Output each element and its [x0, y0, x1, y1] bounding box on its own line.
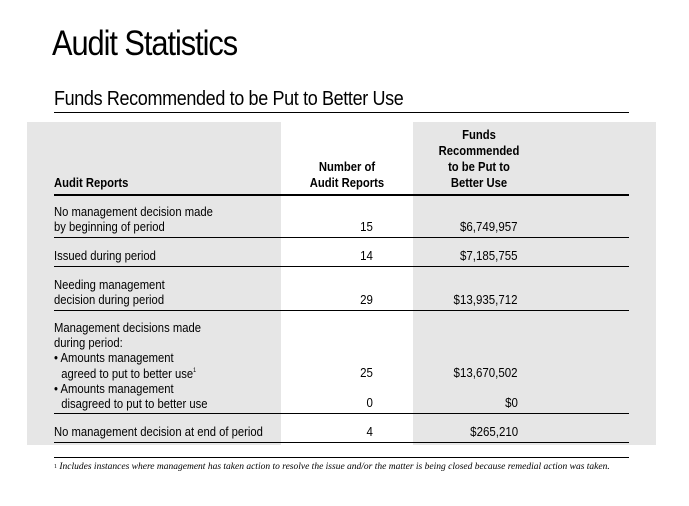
table-row-number: 25 [360, 366, 373, 380]
row-divider [54, 266, 629, 267]
header-number-of-audit-reports: Number of Audit Reports [309, 160, 385, 190]
table-row-amount: $6,749,957 [460, 220, 518, 234]
footnote-rule [54, 457, 629, 458]
header-rule [54, 194, 629, 196]
table-row-number: 14 [360, 249, 373, 263]
row-divider [54, 413, 629, 414]
table-row-label: Management decisions made during period: • Amounts management agreed to put to better use$^1$ • Amounts management disagreed to put to better use [54, 321, 208, 412]
row-divider [54, 442, 629, 443]
table-row-label: Needing management decision during period [54, 278, 165, 308]
footnote: $^1$ Includes instances where management has taken action to resolve the issue and/or the matter is being closed because remedial action was taken. [54, 462, 610, 472]
footnote-marker: 1 [193, 367, 197, 374]
page-title: Audit Statistics [52, 24, 238, 63]
table-row-amount: $0 [505, 396, 518, 410]
table-row-number: 4 [366, 425, 373, 439]
table-row-number: 0 [366, 396, 373, 410]
row-divider [54, 310, 629, 311]
section-title: Funds Recommended to be Put to Better Use [54, 88, 404, 110]
table-row-amount: $13,935,712 [454, 293, 518, 307]
table-row-amount: $7,185,755 [460, 249, 518, 263]
row-divider [54, 237, 629, 238]
table-row-number: 29 [360, 293, 373, 307]
header-funds-recommended: Funds Recommended to be Put to Better Use [438, 128, 520, 190]
table-row-label: Issued during period [54, 249, 156, 263]
table-row-label: No management decision at end of period [54, 425, 263, 439]
table-row-amount: $265,210 [470, 425, 518, 439]
table-row-amount: $13,670,502 [454, 366, 518, 380]
table-row-number: 15 [360, 220, 373, 234]
title-rule [54, 112, 629, 113]
table-row-label: No management decision made by beginning of period [54, 205, 213, 235]
header-audit-reports: Audit Reports [54, 176, 129, 190]
